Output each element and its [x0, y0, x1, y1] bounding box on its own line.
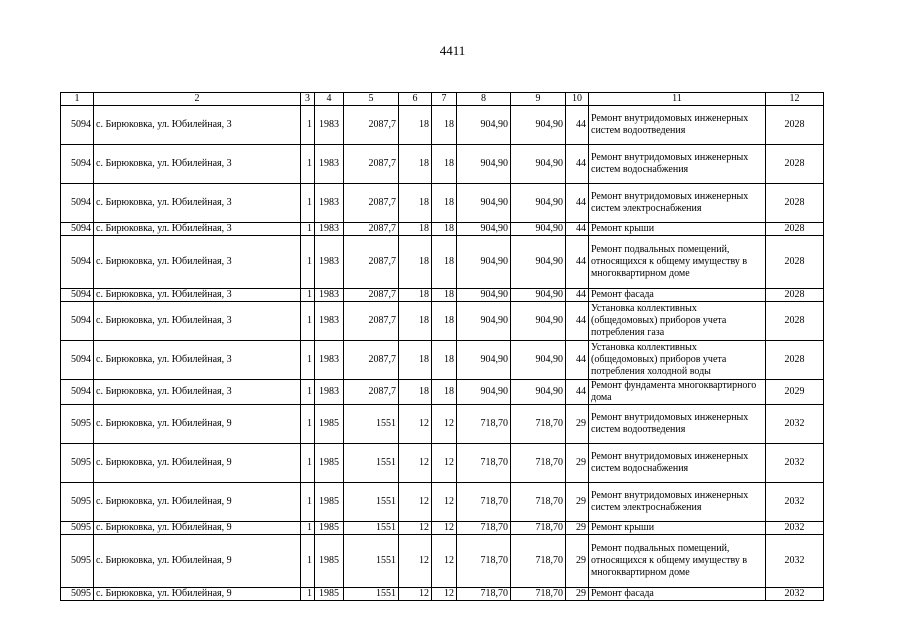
table-body	[61, 106, 824, 601]
column-6-cell: 18	[399, 184, 432, 223]
floors-cell: 1	[301, 341, 315, 380]
column-6-cell: 12	[399, 444, 432, 483]
area-cell: 1551	[344, 588, 399, 601]
house-id-cell: 5095	[61, 535, 94, 588]
column-7-cell: 18	[432, 289, 457, 302]
work-type-cell: Ремонт внутридомовых инженерных систем водоснабжения	[589, 145, 766, 184]
house-id-cell: 5094	[61, 106, 94, 145]
area-cell: 1551	[344, 522, 399, 535]
planned-year-cell: 2032	[766, 405, 824, 444]
column-6-cell: 18	[399, 341, 432, 380]
planned-year-cell: 2028	[766, 302, 824, 341]
column-header: 3	[301, 93, 315, 106]
column-10-cell: 29	[566, 588, 589, 601]
table-row	[61, 341, 824, 380]
column-9-cell: 718,70	[511, 444, 566, 483]
planned-year-cell: 2032	[766, 535, 824, 588]
work-type-cell: Ремонт фундамента многоквартирного дома	[589, 380, 766, 405]
column-10-cell: 29	[566, 535, 589, 588]
column-10-cell: 44	[566, 184, 589, 223]
year-built-cell: 1983	[315, 289, 344, 302]
table-row	[61, 483, 824, 522]
column-7-cell: 18	[432, 106, 457, 145]
area-cell: 2087,7	[344, 289, 399, 302]
column-10-cell: 44	[566, 223, 589, 236]
column-header: 9	[511, 93, 566, 106]
work-type-cell: Ремонт фасада	[589, 588, 766, 601]
planned-year-cell: 2028	[766, 236, 824, 289]
work-type-cell: Ремонт крыши	[589, 522, 766, 535]
column-8-cell: 718,70	[457, 535, 511, 588]
house-id-cell: 5094	[61, 341, 94, 380]
address-cell: с. Бирюковка, ул. Юбилейная, 3	[94, 223, 301, 236]
house-id-cell: 5095	[61, 405, 94, 444]
work-type-cell: Ремонт крыши	[589, 223, 766, 236]
column-7-cell: 12	[432, 535, 457, 588]
column-header: 2	[94, 93, 301, 106]
column-10-cell: 44	[566, 145, 589, 184]
column-9-cell: 904,90	[511, 302, 566, 341]
column-9-cell: 718,70	[511, 405, 566, 444]
column-8-cell: 904,90	[457, 184, 511, 223]
address-cell: с. Бирюковка, ул. Юбилейная, 3	[94, 236, 301, 289]
column-7-cell: 12	[432, 522, 457, 535]
column-6-cell: 12	[399, 483, 432, 522]
year-built-cell: 1985	[315, 444, 344, 483]
column-7-cell: 12	[432, 483, 457, 522]
column-8-cell: 904,90	[457, 341, 511, 380]
column-7-cell: 18	[432, 145, 457, 184]
column-10-cell: 44	[566, 302, 589, 341]
house-id-cell: 5095	[61, 588, 94, 601]
house-id-cell: 5094	[61, 236, 94, 289]
address-cell: с. Бирюковка, ул. Юбилейная, 9	[94, 522, 301, 535]
column-8-cell: 904,90	[457, 223, 511, 236]
column-7-cell: 12	[432, 444, 457, 483]
column-header: 5	[344, 93, 399, 106]
column-10-cell: 29	[566, 444, 589, 483]
column-10-cell: 29	[566, 522, 589, 535]
floors-cell: 1	[301, 184, 315, 223]
table-row	[61, 236, 824, 289]
area-cell: 1551	[344, 483, 399, 522]
floors-cell: 1	[301, 535, 315, 588]
year-built-cell: 1983	[315, 302, 344, 341]
year-built-cell: 1983	[315, 380, 344, 405]
column-header: 4	[315, 93, 344, 106]
planned-year-cell: 2032	[766, 588, 824, 601]
column-7-cell: 18	[432, 380, 457, 405]
column-10-cell: 44	[566, 236, 589, 289]
area-cell: 2087,7	[344, 302, 399, 341]
column-9-cell: 904,90	[511, 223, 566, 236]
house-id-cell: 5094	[61, 223, 94, 236]
house-id-cell: 5095	[61, 444, 94, 483]
year-built-cell: 1985	[315, 483, 344, 522]
year-built-cell: 1983	[315, 184, 344, 223]
address-cell: с. Бирюковка, ул. Юбилейная, 3	[94, 289, 301, 302]
column-9-cell: 718,70	[511, 522, 566, 535]
column-9-cell: 718,70	[511, 483, 566, 522]
column-7-cell: 12	[432, 588, 457, 601]
column-9-cell: 904,90	[511, 106, 566, 145]
column-6-cell: 18	[399, 302, 432, 341]
table-row	[61, 380, 824, 405]
floors-cell: 1	[301, 444, 315, 483]
table-row	[61, 522, 824, 535]
header-row	[61, 93, 824, 106]
column-7-cell: 18	[432, 223, 457, 236]
work-type-cell: Ремонт подвальных помещений, относящихся к общему имуществу в многоквартирном доме	[589, 535, 766, 588]
area-cell: 2087,7	[344, 184, 399, 223]
column-8-cell: 904,90	[457, 302, 511, 341]
work-type-cell: Установка коллективных (общедомовых) приборов учета потребления холодной воды	[589, 341, 766, 380]
house-id-cell: 5094	[61, 380, 94, 405]
column-10-cell: 44	[566, 380, 589, 405]
column-6-cell: 12	[399, 522, 432, 535]
column-8-cell: 904,90	[457, 145, 511, 184]
address-cell: с. Бирюковка, ул. Юбилейная, 9	[94, 444, 301, 483]
table-row	[61, 588, 824, 601]
floors-cell: 1	[301, 588, 315, 601]
column-9-cell: 718,70	[511, 588, 566, 601]
planned-year-cell: 2028	[766, 223, 824, 236]
column-header: 8	[457, 93, 511, 106]
column-6-cell: 12	[399, 535, 432, 588]
column-6-cell: 18	[399, 106, 432, 145]
planned-year-cell: 2028	[766, 106, 824, 145]
column-8-cell: 718,70	[457, 405, 511, 444]
column-6-cell: 18	[399, 380, 432, 405]
year-built-cell: 1983	[315, 106, 344, 145]
planned-year-cell: 2028	[766, 341, 824, 380]
column-header: 11	[589, 93, 766, 106]
planned-year-cell: 2029	[766, 380, 824, 405]
column-8-cell: 904,90	[457, 289, 511, 302]
column-7-cell: 12	[432, 405, 457, 444]
column-10-cell: 44	[566, 341, 589, 380]
work-type-cell: Ремонт внутридомовых инженерных систем электроснабжения	[589, 483, 766, 522]
table-row	[61, 223, 824, 236]
house-id-cell: 5094	[61, 302, 94, 341]
table-row	[61, 405, 824, 444]
house-id-cell: 5094	[61, 145, 94, 184]
year-built-cell: 1983	[315, 145, 344, 184]
floors-cell: 1	[301, 522, 315, 535]
address-cell: с. Бирюковка, ул. Юбилейная, 9	[94, 535, 301, 588]
floors-cell: 1	[301, 145, 315, 184]
planned-year-cell: 2028	[766, 145, 824, 184]
year-built-cell: 1985	[315, 405, 344, 444]
work-type-cell: Ремонт внутридомовых инженерных систем электроснабжения	[589, 184, 766, 223]
column-header: 12	[766, 93, 824, 106]
area-cell: 1551	[344, 444, 399, 483]
floors-cell: 1	[301, 302, 315, 341]
planned-year-cell: 2032	[766, 522, 824, 535]
house-id-cell: 5095	[61, 522, 94, 535]
house-id-cell: 5095	[61, 483, 94, 522]
address-cell: с. Бирюковка, ул. Юбилейная, 3	[94, 106, 301, 145]
area-cell: 2087,7	[344, 236, 399, 289]
column-8-cell: 718,70	[457, 522, 511, 535]
work-type-cell: Ремонт внутридомовых инженерных систем водоснабжения	[589, 444, 766, 483]
column-10-cell: 44	[566, 289, 589, 302]
floors-cell: 1	[301, 289, 315, 302]
column-header: 1	[61, 93, 94, 106]
area-cell: 2087,7	[344, 380, 399, 405]
floors-cell: 1	[301, 405, 315, 444]
planned-year-cell: 2032	[766, 444, 824, 483]
address-cell: с. Бирюковка, ул. Юбилейная, 9	[94, 588, 301, 601]
table-row	[61, 302, 824, 341]
floors-cell: 1	[301, 236, 315, 289]
work-type-cell: Ремонт внутридомовых инженерных систем водоотведения	[589, 405, 766, 444]
work-type-cell: Ремонт подвальных помещений, относящихся к общему имуществу в многоквартирном доме	[589, 236, 766, 289]
column-header: 6	[399, 93, 432, 106]
column-8-cell: 904,90	[457, 380, 511, 405]
column-7-cell: 18	[432, 341, 457, 380]
column-9-cell: 904,90	[511, 289, 566, 302]
column-6-cell: 12	[399, 405, 432, 444]
table-row	[61, 535, 824, 588]
area-cell: 1551	[344, 535, 399, 588]
column-9-cell: 904,90	[511, 184, 566, 223]
column-8-cell: 904,90	[457, 106, 511, 145]
house-id-cell: 5094	[61, 289, 94, 302]
column-6-cell: 18	[399, 289, 432, 302]
area-cell: 2087,7	[344, 106, 399, 145]
column-header: 7	[432, 93, 457, 106]
year-built-cell: 1985	[315, 588, 344, 601]
column-9-cell: 718,70	[511, 535, 566, 588]
column-6-cell: 12	[399, 588, 432, 601]
column-8-cell: 904,90	[457, 236, 511, 289]
year-built-cell: 1983	[315, 236, 344, 289]
area-cell: 1551	[344, 405, 399, 444]
address-cell: с. Бирюковка, ул. Юбилейная, 3	[94, 341, 301, 380]
column-9-cell: 904,90	[511, 341, 566, 380]
floors-cell: 1	[301, 106, 315, 145]
address-cell: с. Бирюковка, ул. Юбилейная, 3	[94, 184, 301, 223]
column-7-cell: 18	[432, 302, 457, 341]
planned-year-cell: 2028	[766, 184, 824, 223]
table-row	[61, 145, 824, 184]
area-cell: 2087,7	[344, 341, 399, 380]
capital-repair-table	[60, 92, 824, 601]
work-type-cell: Установка коллективных (общедомовых) приборов учета потребления газа	[589, 302, 766, 341]
address-cell: с. Бирюковка, ул. Юбилейная, 9	[94, 405, 301, 444]
address-cell: с. Бирюковка, ул. Юбилейная, 9	[94, 483, 301, 522]
column-8-cell: 718,70	[457, 444, 511, 483]
area-cell: 2087,7	[344, 223, 399, 236]
column-9-cell: 904,90	[511, 145, 566, 184]
table-row	[61, 444, 824, 483]
column-8-cell: 718,70	[457, 483, 511, 522]
planned-year-cell: 2032	[766, 483, 824, 522]
floors-cell: 1	[301, 223, 315, 236]
address-cell: с. Бирюковка, ул. Юбилейная, 3	[94, 145, 301, 184]
page-number: 4411	[439, 43, 466, 58]
column-7-cell: 18	[432, 236, 457, 289]
year-built-cell: 1985	[315, 535, 344, 588]
column-10-cell: 44	[566, 106, 589, 145]
column-6-cell: 18	[399, 236, 432, 289]
year-built-cell: 1985	[315, 522, 344, 535]
column-9-cell: 904,90	[511, 236, 566, 289]
address-cell: с. Бирюковка, ул. Юбилейная, 3	[94, 302, 301, 341]
work-type-cell: Ремонт фасада	[589, 289, 766, 302]
year-built-cell: 1983	[315, 341, 344, 380]
house-id-cell: 5094	[61, 184, 94, 223]
column-6-cell: 18	[399, 223, 432, 236]
planned-year-cell: 2028	[766, 289, 824, 302]
floors-cell: 1	[301, 380, 315, 405]
column-9-cell: 904,90	[511, 380, 566, 405]
column-6-cell: 18	[399, 145, 432, 184]
column-10-cell: 29	[566, 405, 589, 444]
floors-cell: 1	[301, 483, 315, 522]
column-7-cell: 18	[432, 184, 457, 223]
column-header: 10	[566, 93, 589, 106]
area-cell: 2087,7	[344, 145, 399, 184]
table-row	[61, 106, 824, 145]
column-10-cell: 29	[566, 483, 589, 522]
work-type-cell: Ремонт внутридомовых инженерных систем водоотведения	[589, 106, 766, 145]
table-row	[61, 289, 824, 302]
column-8-cell: 718,70	[457, 588, 511, 601]
year-built-cell: 1983	[315, 223, 344, 236]
table-row	[61, 184, 824, 223]
address-cell: с. Бирюковка, ул. Юбилейная, 3	[94, 380, 301, 405]
